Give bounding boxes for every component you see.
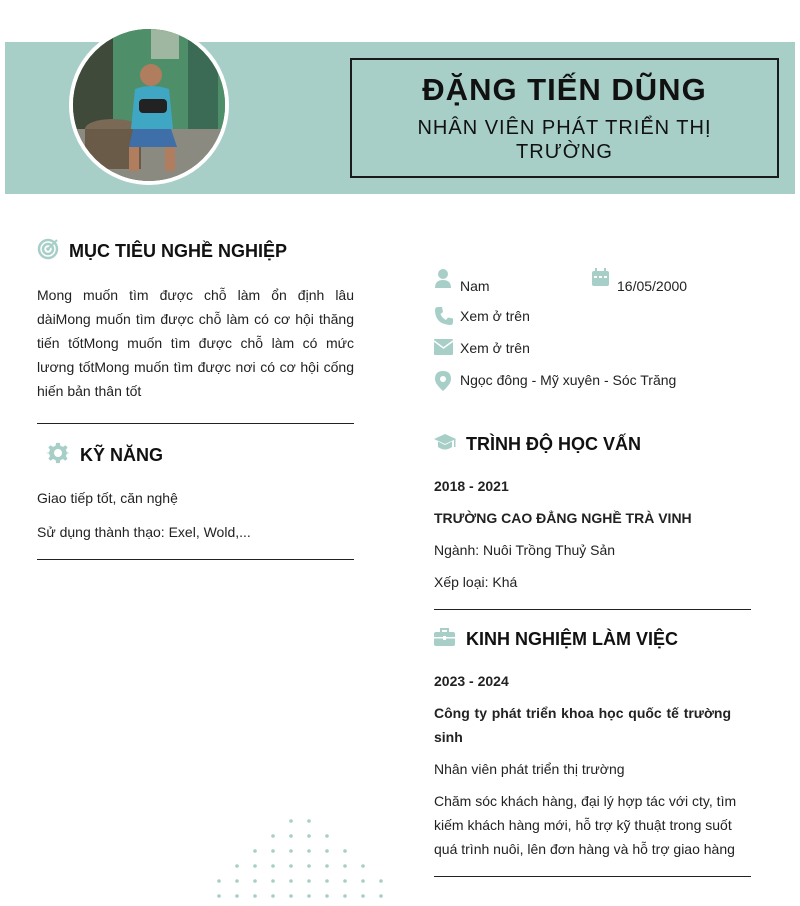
- education-heading-label: TRÌNH ĐỘ HỌC VẤN: [466, 434, 641, 454]
- birthday-value: 16/05/2000: [617, 278, 688, 294]
- map-pin-icon: [434, 370, 454, 390]
- objective-heading-label: MỤC TIÊU NGHỀ NGHIỆP: [69, 241, 288, 261]
- skill-item: Sử dụng thành thạo: Exel, Wold,...: [37, 524, 251, 540]
- candidate-name: ĐẶNG TIẾN DŨNG: [422, 72, 707, 107]
- company-name: Công ty phát triển khoa học quốc tế trường sinh: [434, 705, 731, 745]
- birthday-row: [591, 262, 687, 294]
- target-icon: [37, 238, 59, 265]
- briefcase-icon: [434, 627, 456, 652]
- experience-period: 2023 - 2024: [434, 673, 509, 689]
- experience-heading: [434, 627, 678, 652]
- phone-value: Xem ở trên: [460, 308, 530, 324]
- address-row: [434, 370, 676, 390]
- graduation-cap-icon: [434, 432, 456, 457]
- job-position: Nhân viên phát triển thị trường: [434, 761, 625, 777]
- email-row: [434, 338, 530, 358]
- person-icon: [434, 268, 454, 288]
- gender-row: [434, 262, 490, 294]
- envelope-icon: [434, 338, 454, 358]
- avatar: [69, 25, 229, 185]
- education-heading: [434, 432, 641, 457]
- calendar-icon: [591, 268, 611, 288]
- skills-heading-label: KỸ NĂNG: [80, 445, 164, 465]
- divider: [37, 559, 354, 560]
- avatar-photo: [73, 29, 225, 181]
- education-grade: Xếp loại: Khá: [434, 574, 518, 590]
- name-box: [350, 58, 779, 178]
- education-period: 2018 - 2021: [434, 478, 509, 494]
- objective-text: Mong muốn tìm được chỗ làm ổn định lâu dàiMong muốn tìm được chỗ làm có cơ hội thăng tiến tốtMong muốn tìm được chỗ làm có mức lương tốtMong muốn tìm được nơi có cơ hội cống hiến bản thân tốt: [37, 287, 354, 399]
- gender-value: Nam: [460, 278, 490, 294]
- divider: [37, 423, 354, 424]
- skills-heading: [46, 441, 163, 470]
- job-title: NHÂN VIÊN PHÁT TRIỂN THỊ TRƯỜNG: [417, 117, 712, 163]
- job-description: Chăm sóc khách hàng, đại lý hợp tác với cty, tìm kiếm khách hàng mới, hỗ trợ kỹ thuật trong suốt quá trình nuôi, lên đơn hàng và hỗ trợ giao hàng: [434, 793, 737, 857]
- divider: [434, 609, 751, 610]
- phone-row: [434, 306, 530, 326]
- experience-heading-label: KINH NGHIỆM LÀM VIỆC: [466, 629, 679, 649]
- decorative-dot-pattern: [200, 815, 400, 906]
- school-name: TRƯỜNG CAO ĐẲNG NGHỀ TRÀ VINH: [434, 510, 692, 526]
- skill-item: Giao tiếp tốt, căn nghệ: [37, 490, 178, 506]
- address-value: Ngọc đông - Mỹ xuyên - Sóc Trăng: [460, 372, 677, 388]
- objective-heading: [37, 238, 287, 265]
- divider: [434, 876, 751, 877]
- email-value: Xem ở trên: [460, 340, 530, 356]
- gear-icon: [46, 441, 70, 470]
- education-major: Ngành: Nuôi Trồng Thuỷ Sản: [434, 542, 616, 558]
- phone-icon: [434, 306, 454, 326]
